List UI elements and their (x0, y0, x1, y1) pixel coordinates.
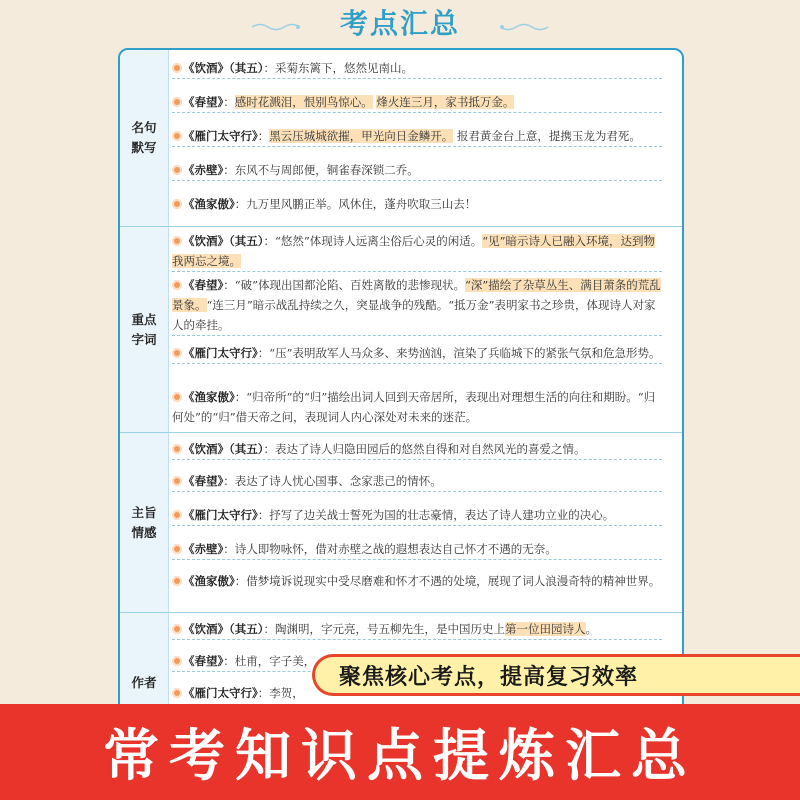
list-item: 《赤壁》：东风不与周郎便，铜雀春深锁二乔。 (172, 160, 662, 181)
list-item: 《雁门太守行》：黑云压城城欲摧，甲光向日金鳞开。 报君黄金台上意，提携玉龙为君死。 (172, 126, 662, 147)
bullet-icon (172, 280, 182, 290)
section-label: 主旨 情感 (120, 433, 169, 613)
list-item: 《雁门太守行》：抒写了边关战士誓死为国的壮志豪情，表达了诗人建功立业的决心。 (172, 505, 662, 526)
list-item: 《雁门太守行》：“压”表明敌军人马众多、来势汹汹，渲染了兵临城下的紧张气氛和危急形势。 (172, 343, 662, 364)
list-item: 《饮酒》（其五）：陶渊明，字元亮，号五柳先生，是中国历史上第一位田园诗人。 (172, 619, 662, 640)
page-title: 考点汇总 (339, 7, 460, 40)
list-item: 《春望》：表达了诗人忧心国事、念家悲己的情怀。 (172, 471, 662, 492)
bullet-icon (172, 444, 182, 454)
bullet-icon (172, 97, 182, 107)
left-ornament-icon (250, 22, 302, 32)
bullet-icon (172, 656, 182, 666)
list-item: 《赤壁》：诗人即物咏怀，借对赤壁之战的遐想表达自己怀才不遇的无奈。 (172, 539, 662, 560)
section-label: 作者 (120, 613, 169, 748)
bullet-icon (172, 131, 182, 141)
list-item: 《雁门太守行》：李贺， (172, 683, 662, 703)
bullet-icon (172, 476, 182, 486)
header (0, 0, 800, 48)
headline-banner: 常考知识点提炼汇总 (0, 704, 800, 800)
section-label: 名句 默写 (120, 50, 169, 226)
list-item: 《春望》：“破”体现出国都沦陷、百姓离散的悲惨现状。“深”描绘了杂草丛生、满目萧条的荒乱景象。“连三月”暗示战乱持续之久，突显战争的残酷。“抵万金”表明家书之珍贵，体现诗人对家人的牵挂。 (172, 275, 662, 336)
bullet-icon (172, 165, 182, 175)
section-themes (120, 432, 682, 613)
list-item: 《渔家傲》：“归帝所”的“归”描绘出词人回到天帝居所，表现出对理想生活的向往和期盼。“归何处”的“归”借天帝之问，表现词人内心深处对未来的迷茫。 (172, 390, 656, 424)
section-famous-lines (120, 50, 682, 226)
bullet-icon (172, 576, 182, 586)
bullet-icon (172, 688, 182, 698)
list-item: 《饮酒》（其五）：表达了诗人归隐田园后的悠然自得和对自然风光的喜爱之情。 (172, 439, 662, 460)
list-item: 《渔家傲》：借梦境诉说现实中受尽磨难和怀才不遇的处境，展现了词人浪漫奇特的精神世界。 (172, 571, 662, 591)
bullet-icon (172, 236, 182, 246)
section-key-words (120, 226, 682, 433)
section-label: 重点 字词 (120, 227, 169, 433)
bullet-icon (172, 544, 182, 554)
summary-card (118, 48, 684, 748)
bullet-icon (172, 63, 182, 73)
bullet-icon (172, 348, 182, 358)
list-item: 《饮酒》（其五）：采菊东篱下，悠然见南山。 (172, 58, 662, 79)
list-item: 《春望》：杜甫，字子美， (172, 651, 662, 672)
right-ornament-icon (498, 22, 550, 32)
bullet-icon (172, 624, 182, 634)
slogan-banner: 聚焦核心考点，提高复习效率 (312, 654, 800, 696)
list-item: 《饮酒》（其五）：“悠然”体现诗人远离尘俗后心灵的闲适。“见”暗示诗人已融入环境，达到物我两忘之境。 (172, 231, 662, 272)
bullet-icon (172, 510, 182, 520)
list-item: 《渔家傲》：九万里风鹏正举。风休住，蓬舟吹取三山去！ (172, 194, 662, 214)
bullet-icon (172, 199, 182, 209)
list-item: 《春望》：感时花溅泪，恨别鸟惊心。 烽火连三月，家书抵万金。 (172, 92, 662, 113)
bullet-icon (172, 392, 182, 402)
